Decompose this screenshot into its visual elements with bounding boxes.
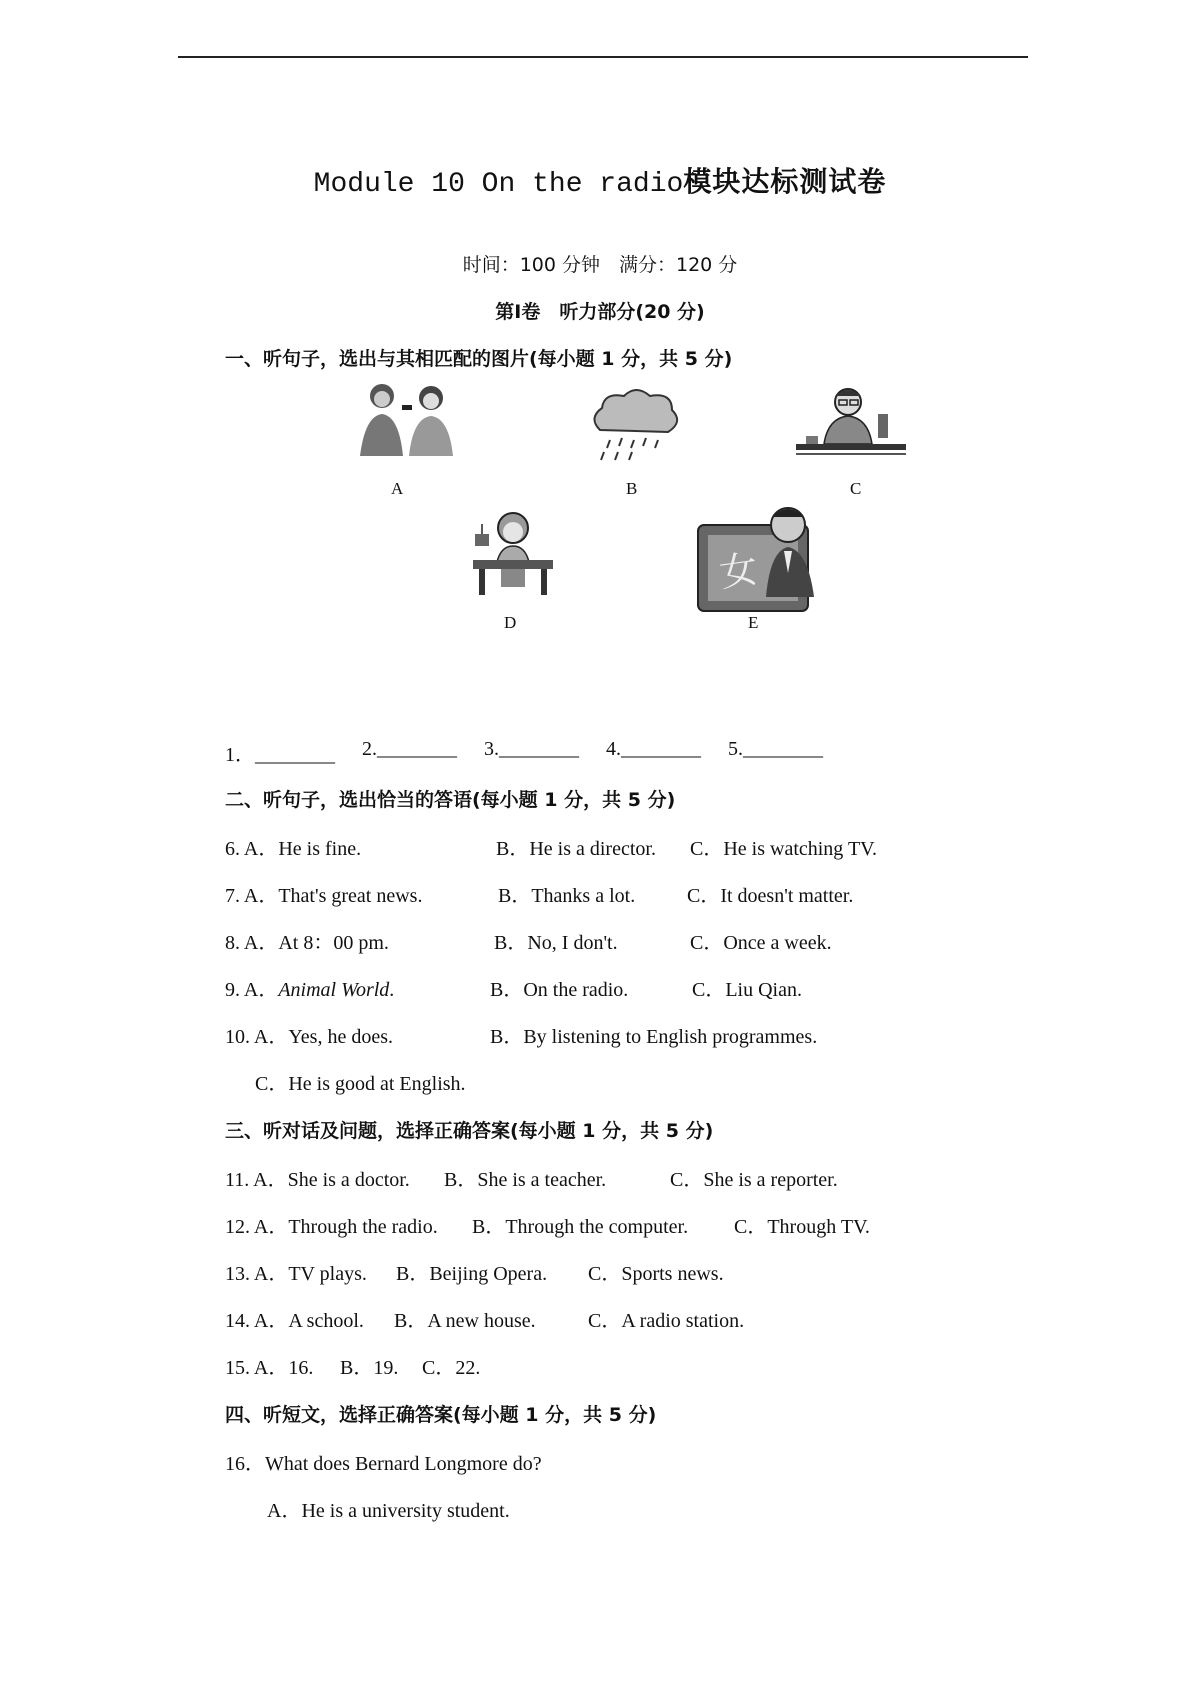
section-2-heading: 二、听句子，选出恰当的答语(每小题 1 分，共 5 分) [225,789,676,811]
picture-a-label: A [391,479,404,498]
picture-c-label: C [850,479,862,498]
q13-option-a: 13. A．TV plays. [225,1263,367,1285]
q12-option-b: B．Through the computer. [472,1216,689,1238]
part-heading: 第Ⅰ卷 听力部分(20 分) [495,301,705,323]
q8-option-b: B．No, I don't. [494,932,618,954]
q9-option-b: B．On the radio. [490,979,629,1001]
q15-option-c: C．22. [422,1357,481,1379]
q9-option-a [225,973,394,1002]
q16-question: 16．What does Bernard Longmore do? [225,1453,542,1475]
q10-option-c: C．He is good at English. [255,1073,466,1095]
q11-option-b: B．She is a teacher. [444,1169,607,1191]
picture-d-label: D [504,613,517,632]
q15-option-b: B．19. [340,1357,399,1379]
q9-a-prefix: 9. A． [225,979,279,1001]
section-4-heading: 四、听短文，选择正确答案(每小题 1 分，共 5 分) [225,1404,657,1426]
section-1-heading: 一、听句子，选出与其相匹配的图片(每小题 1 分，共 5 分) [225,348,733,370]
answer-blank-2[interactable]: 2.________ [362,738,457,760]
q14-option-c: C．A radio station. [588,1310,745,1332]
q11-option-a: 11. A．She is a doctor. [225,1169,410,1191]
q16-option-a: A．He is a university student. [267,1500,510,1522]
q7-option-c: C．It doesn't matter. [687,885,854,907]
top-rule [178,56,1028,58]
answer-blank-1[interactable]: 1．________ [225,744,335,766]
q9-a-suffix: . [389,979,395,1001]
q14-option-b: B．A new house. [394,1310,536,1332]
picture-b-label: B [626,479,638,498]
page-title [0,160,1200,200]
q6-option-c: C．He is watching TV. [690,838,878,860]
q9-a-title: Animal World [278,979,390,1001]
q10-option-b: B．By listening to English programmes. [490,1026,818,1048]
picture-e-television [696,503,826,613]
tv-screen-text: 女 [716,546,761,596]
q10-option-a: 10. A．Yes, he does. [225,1026,393,1048]
title-en: Module 10 On the radio [313,169,684,200]
q8-option-c: C．Once a week. [690,932,832,954]
picture-b-rain-cloud [588,388,683,468]
q14-option-a: 14. A．A school. [225,1310,364,1332]
answer-blank-5[interactable]: 5.________ [728,738,823,760]
q7-option-a: 7. A．That's great news. [225,885,423,907]
answer-blank-3[interactable]: 3.________ [484,738,579,760]
picture-c-man-at-desk [796,380,906,462]
q8-option-a: 8. A．At 8：00 pm. [225,932,389,954]
q13-option-b: B．Beijing Opera. [396,1263,548,1285]
q15-option-a: 15. A．16. [225,1357,314,1379]
q12-option-c: C．Through TV. [734,1216,870,1238]
q11-option-c: C．She is a reporter. [670,1169,838,1191]
title-cn: 模块达标测试卷 [683,165,887,198]
picture-d-girl-with-radio [471,506,556,598]
picture-e-label: E [748,613,759,632]
picture-a-interview [345,378,465,458]
q12-option-a: 12. A．Through the radio. [225,1216,438,1238]
exam-meta: 时间：100 分钟 满分：120 分 [462,254,738,276]
q13-option-c: C．Sports news. [588,1263,724,1285]
answer-blank-4[interactable]: 4.________ [606,738,701,760]
q9-option-c: C．Liu Qian. [692,979,802,1001]
section-3-heading: 三、听对话及问题，选择正确答案(每小题 1 分，共 5 分) [225,1120,714,1142]
q7-option-b: B．Thanks a lot. [498,885,636,907]
q6-option-b: B．He is a director. [496,838,656,860]
q6-option-a: 6. A．He is fine. [225,838,362,860]
